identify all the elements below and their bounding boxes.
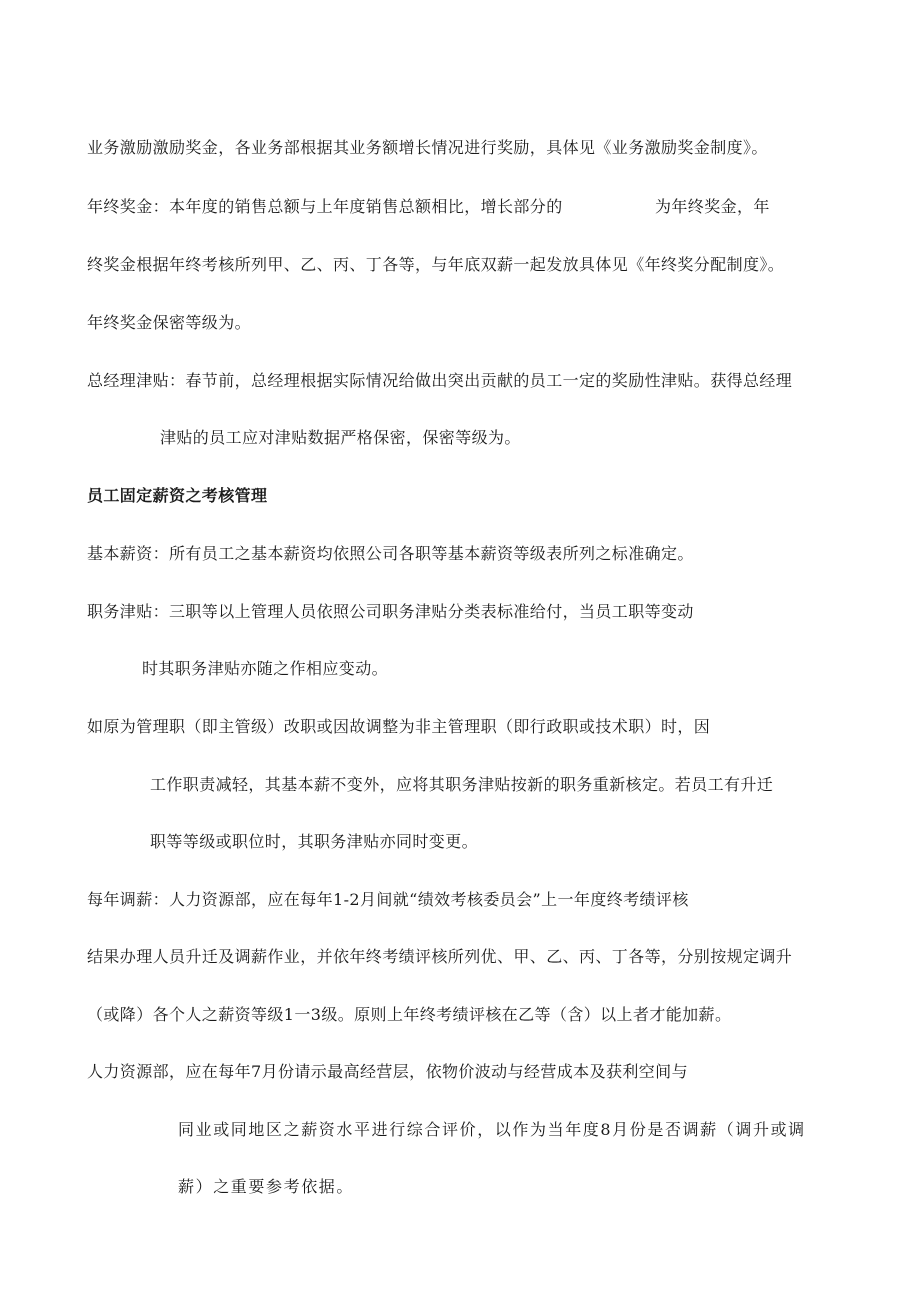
paragraph-year-end-bonus-part2: 为年终奖金，年 — [655, 197, 770, 216]
paragraph-annual-adjustment-cont1: 结果办理人员升迁及调薪作业，并依年终考绩评核所列优、甲、乙、丙、丁各等，分别按规定调升 — [87, 947, 793, 966]
paragraph-business-incentive: 业务激励激励奖金，各业务部根据其业务额增长情况进行奖励，具体见《业务激励奖金制度》。 — [87, 138, 768, 157]
paragraph-role-change: 如原为管理职（即主管级）改职或因故调整为非主管理职（即行政职或技术职）时，因 — [87, 717, 711, 736]
paragraph-gm-allowance: 总经理津贴：春节前，总经理根据实际情况给做出突出贡献的员工一定的奖励性津贴。获得总经理 — [87, 371, 793, 390]
section-heading-fixed-salary: 员工固定薪资之考核管理 — [87, 486, 268, 505]
paragraph-july-review-cont1: 同业或同地区之薪资水平进行综合评价，以作为当年度8月份是否调薪（调升或调 — [178, 1120, 806, 1139]
paragraph-annual-adjustment-cont2: （或降）各个人之薪资等级1一3级。原则上年终考绩评核在乙等（含）以上者才能加薪。 — [87, 1005, 732, 1024]
paragraph-position-allowance: 职务津贴：三职等以上管理人员依照公司职务津贴分类表标准给付，当员工职等变动 — [87, 602, 694, 621]
paragraph-gm-allowance-cont: 津贴的员工应对津贴数据严格保密，保密等级为。 — [160, 428, 521, 447]
paragraph-role-change-cont1: 工作职责减轻，其基本薪不变外，应将其职务津贴按新的职务重新核定。若员工有升迁 — [150, 775, 774, 794]
paragraph-role-change-cont2: 职等等级或职位时，其职务津贴亦同时变更。 — [150, 832, 479, 851]
paragraph-base-salary: 基本薪资：所有员工之基本薪资均依照公司各职等基本薪资等级表所列之标准确定。 — [87, 544, 694, 563]
paragraph-year-end-confidential: 年终奖金保密等级为。 — [87, 313, 252, 332]
paragraph-annual-adjustment: 每年调薪：人力资源部，应在每年1-2月间就“绩效考核委员会”上一年度终考绩评核 — [87, 890, 689, 909]
paragraph-july-review: 人力资源部，应在每年7月份请示最高经营层，依物价波动与经营成本及获利空间与 — [87, 1062, 688, 1081]
paragraph-year-end-bonus-part1: 年终奖金：本年度的销售总额与上年度销售总额相比，增长部分的 — [87, 197, 563, 216]
paragraph-position-allowance-cont: 时其职务津贴亦随之作相应变动。 — [142, 659, 389, 678]
paragraph-july-review-cont2: 薪）之重要参考依据。 — [178, 1177, 355, 1196]
paragraph-year-end-bonus-cont: 终奖金根据年终考核所列甲、乙、丙、丁各等，与年底双薪一起发放具体见《年终奖分配制度》。 — [87, 255, 785, 274]
